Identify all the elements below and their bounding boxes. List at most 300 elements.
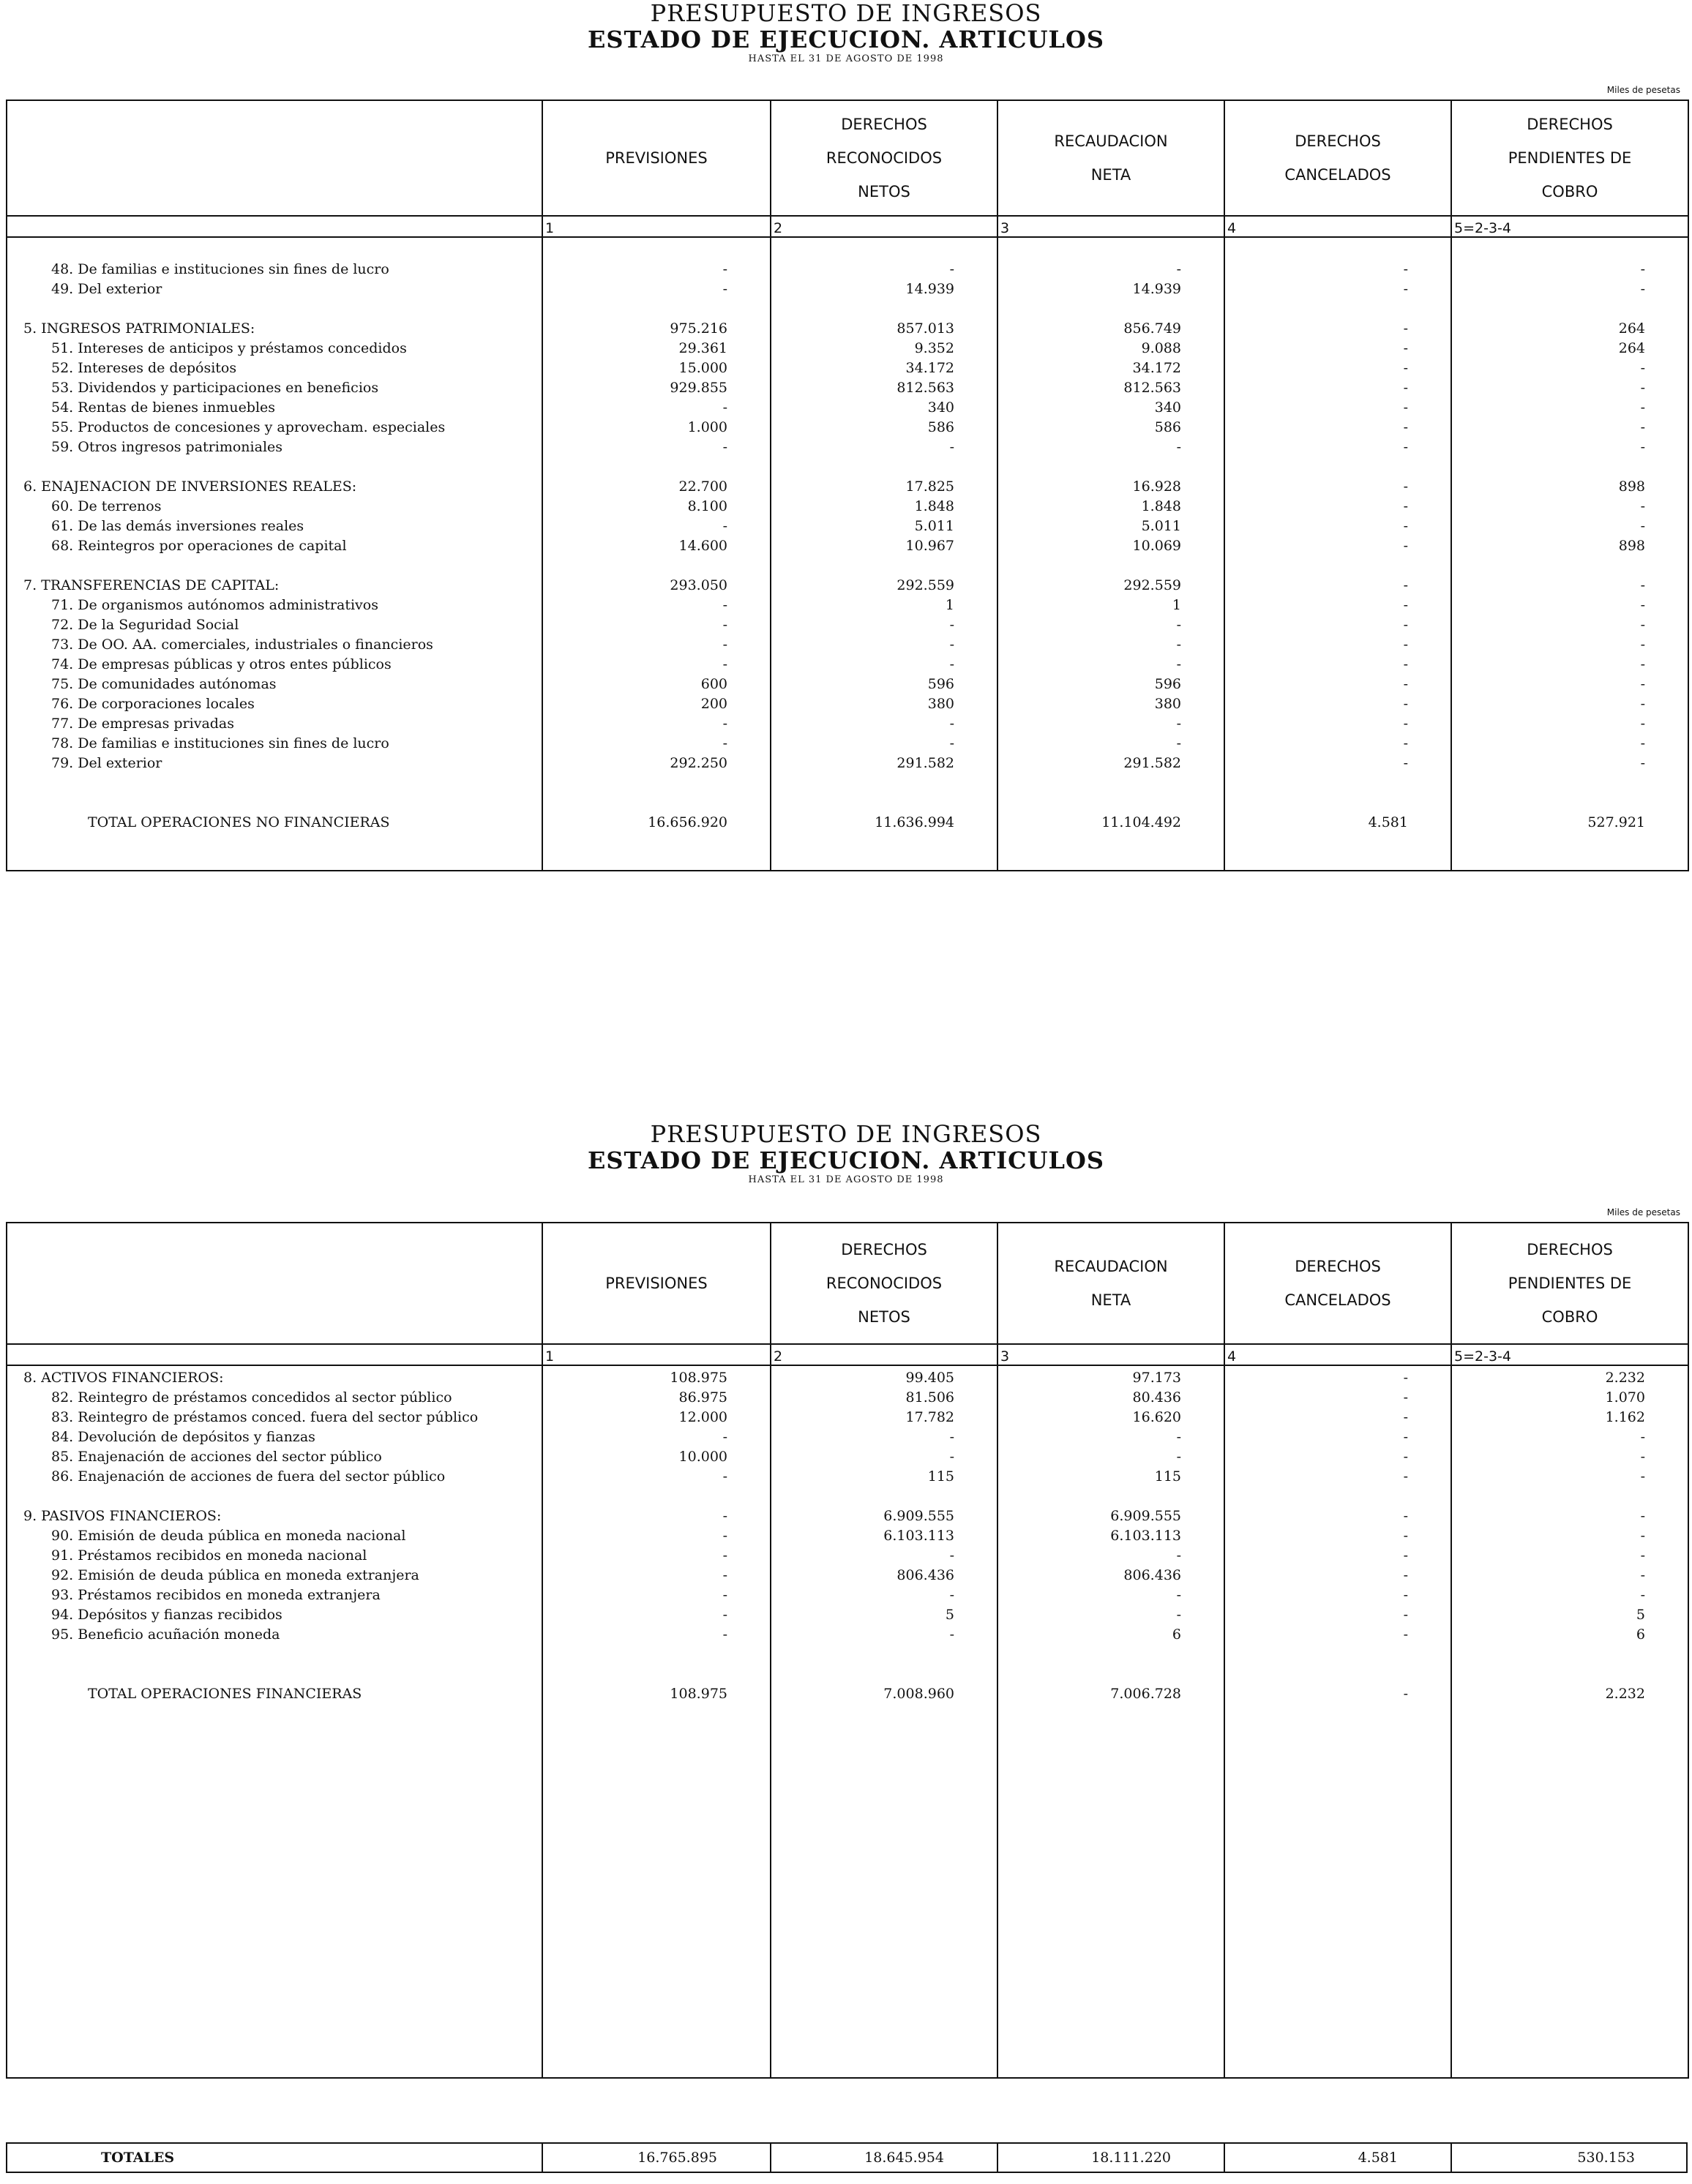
page2-header-concept [7,1223,542,1344]
row-label: 73. De OO. AA. comerciales, industriales o financieros [7,633,542,653]
cell-pend: - [1451,1425,1688,1445]
cell-rec: 5.011 [997,514,1224,534]
spacer-row [7,1761,1688,1781]
cell-prev: 108.975 [542,1682,771,1702]
spacer-row [7,297,1688,317]
row-label: 51. Intereses de anticipos y préstamos concedidos [7,337,542,356]
table-row [7,376,1688,396]
cell-pend: - [1451,258,1688,277]
page2-col-cancelados-label: DERECHOS CANCELADOS [1284,1258,1391,1309]
cell-rec: 1 [997,593,1224,613]
page2-col-derechos-reconocidos-label: DERECHOS RECONOCIDOS NETOS [826,1241,943,1326]
cell-rec: 291.582 [997,751,1224,771]
cell-dr: - [771,653,997,672]
page1-header [0,0,1692,66]
cell-canc: - [1224,376,1451,396]
row-label: 75. De comunidades autónomas [7,672,542,692]
row-label: 82. Reintegro de préstamos concedidos al sector público [7,1386,542,1406]
row-label: 52. Intereses de depósitos [7,356,542,376]
group-row [7,475,1688,495]
cell-canc: - [1224,1603,1451,1623]
spacer-row [7,1880,1688,1899]
spacer-row [7,2057,1688,2078]
spacer-row [7,1820,1688,1840]
total-row [7,1682,1688,1702]
table-row [7,653,1688,672]
page1-col-recaudacion [997,100,1224,216]
cell-canc: - [1224,1583,1451,1603]
row-label: 72. De la Seguridad Social [7,613,542,633]
col-index: 5=2-3-4 [1451,216,1688,237]
page2-col-derechos-reconocidos [771,1223,997,1344]
divider [997,2144,998,2172]
cell-pend: - [1451,633,1688,653]
cell-dr: 5.011 [771,514,997,534]
cell-prev: - [542,258,771,277]
row-label: 60. De terrenos [7,495,542,514]
cell-pend: 898 [1451,534,1688,554]
cell-prev: 10.000 [542,1445,771,1465]
table-row [7,1445,1688,1465]
spacer-row [7,1801,1688,1820]
cell-prev: 16.656.920 [542,811,771,830]
cell-canc: - [1224,534,1451,554]
cell-prev: - [542,1564,771,1583]
table-row [7,396,1688,416]
cell-dr: 9.352 [771,337,997,356]
cell-canc: - [1224,475,1451,495]
row-label: 53. Dividendos y participaciones en beneficios [7,376,542,396]
spacer-row [7,1643,1688,1662]
cell-prev: - [542,514,771,534]
page1-col-derechos-reconocidos [771,100,997,216]
row-label: 7. TRANSFERENCIAS DE CAPITAL: [7,574,542,593]
cell-prev: 929.855 [542,376,771,396]
row-label: 83. Reintegro de préstamos conced. fuera del sector público [7,1406,542,1425]
cell-rec: 97.173 [997,1365,1224,1386]
cell-pend: - [1451,416,1688,435]
page1-col-derechos-reconocidos-label: DERECHOS RECONOCIDOS NETOS [826,116,943,200]
cell-prev: - [542,653,771,672]
spacer-row [7,771,1688,791]
page2-col-pendientes-label: DERECHOS PENDIENTES DE COBRO [1508,1241,1632,1326]
grand-total-label: TOTALES [101,2150,175,2166]
cell-prev: - [542,593,771,613]
table-row [7,337,1688,356]
cell-prev: - [542,1465,771,1485]
cell-pend: - [1451,356,1688,376]
row-label: 91. Préstamos recibidos en moneda nacional [7,1544,542,1564]
group-row [7,574,1688,593]
cell-canc: - [1224,435,1451,455]
cell-pend: - [1451,376,1688,396]
page2-title-line3: HASTA EL 31 DE AGOSTO DE 1998 [748,1174,944,1185]
cell-prev: 22.700 [542,475,771,495]
grand-total-row [6,2142,1688,2173]
cell-pend: - [1451,495,1688,514]
page1-col-pendientes-label: DERECHOS PENDIENTES DE COBRO [1508,116,1632,200]
grand-total-pend: 530.153 [1577,2150,1635,2166]
cell-dr: 6.909.555 [771,1504,997,1524]
cell-pend: - [1451,1564,1688,1583]
cell-prev: 108.975 [542,1365,771,1386]
col-index: 1 [542,216,771,237]
cell-canc: - [1224,653,1451,672]
cell-pend: 1.162 [1451,1406,1688,1425]
spacer-row [7,1485,1688,1504]
cell-canc: - [1224,1682,1451,1702]
cell-pend: 2.232 [1451,1365,1688,1386]
table-row [7,1603,1688,1623]
page1-table [6,100,1689,871]
cell-prev: 29.361 [542,337,771,356]
cell-rec: 340 [997,396,1224,416]
grand-total-canc: 4.581 [1358,2150,1398,2166]
cell-prev: - [542,435,771,455]
col-index: 4 [1224,1344,1451,1365]
divider [1224,2144,1225,2172]
page1-title-line1: PRESUPUESTO DE INGRESOS [650,0,1042,27]
cell-dr: - [771,633,997,653]
total-row [7,811,1688,830]
cell-dr: - [771,732,997,751]
divider [1450,2144,1452,2172]
row-label: 84. Devolución de depósitos y fianzas [7,1425,542,1445]
cell-pend: - [1451,435,1688,455]
cell-dr: - [771,435,997,455]
row-label: 79. Del exterior [7,751,542,771]
cell-dr: - [771,1544,997,1564]
spacer-row [7,850,1688,871]
cell-rec: - [997,712,1224,732]
spacer-row [7,1939,1688,1959]
cell-prev: 14.600 [542,534,771,554]
cell-dr: 34.172 [771,356,997,376]
page1-col-cancelados [1224,100,1451,216]
page2-header [0,1121,1692,1187]
cell-rec: 16.928 [997,475,1224,495]
cell-canc: - [1224,732,1451,751]
table-row [7,495,1688,514]
page1-col-pendientes [1451,100,1688,216]
table-row [7,1465,1688,1485]
cell-prev: - [542,277,771,297]
cell-rec: 596 [997,672,1224,692]
cell-canc: - [1224,1465,1451,1485]
cell-dr: - [771,613,997,633]
cell-prev: 292.250 [542,751,771,771]
cell-canc: 4.581 [1224,811,1451,830]
cell-dr: 17.825 [771,475,997,495]
cell-dr: 7.008.960 [771,1682,997,1702]
spacer-row [7,1860,1688,1880]
table-row [7,633,1688,653]
spacer-row [7,237,1688,258]
cell-pend: - [1451,613,1688,633]
row-label: 93. Préstamos recibidos en moneda extranjera [7,1583,542,1603]
cell-prev: - [542,1623,771,1643]
table-row [7,613,1688,633]
cell-rec: 7.006.728 [997,1682,1224,1702]
cell-dr: 1.848 [771,495,997,514]
table-row [7,1564,1688,1583]
table-row [7,1583,1688,1603]
grand-total-prev: 16.765.895 [637,2150,717,2166]
divider [770,2144,771,2172]
table-row [7,356,1688,376]
page1-col-index-row [7,216,1688,237]
cell-canc: - [1224,593,1451,613]
cell-dr: 812.563 [771,376,997,396]
table-row [7,692,1688,712]
page2-col-index-row [7,1344,1688,1365]
group-row [7,1365,1688,1386]
cell-canc: - [1224,1425,1451,1445]
cell-dr: - [771,1445,997,1465]
table-row [7,732,1688,751]
spacer-row [7,2038,1688,2057]
row-label: 90. Emisión de deuda pública en moneda nacional [7,1524,542,1544]
row-label: 9. PASIVOS FINANCIEROS: [7,1504,542,1524]
row-label: 8. ACTIVOS FINANCIEROS: [7,1365,542,1386]
cell-prev: 975.216 [542,317,771,337]
spacer-row [7,1998,1688,2018]
cell-rec: 10.069 [997,534,1224,554]
row-label: 94. Depósitos y fianzas recibidos [7,1603,542,1623]
cell-rec: 9.088 [997,337,1224,356]
cell-rec: - [997,633,1224,653]
spacer-row [7,1722,1688,1741]
cell-rec: 6 [997,1623,1224,1643]
cell-pend: - [1451,1445,1688,1465]
row-label: 54. Rentas de bienes inmuebles [7,396,542,416]
cell-prev: - [542,1583,771,1603]
row-label: 59. Otros ingresos patrimoniales [7,435,542,455]
table-row [7,534,1688,554]
cell-rec: 856.749 [997,317,1224,337]
row-label: 77. De empresas privadas [7,712,542,732]
table-row [7,1544,1688,1564]
cell-canc: - [1224,1564,1451,1583]
row-label: 68. Reintegros por operaciones de capital [7,534,542,554]
row-label: TOTAL OPERACIONES FINANCIERAS [7,1682,542,1702]
cell-rec: 80.436 [997,1386,1224,1406]
cell-canc: - [1224,416,1451,435]
cell-canc: - [1224,1386,1451,1406]
cell-prev: 12.000 [542,1406,771,1425]
page2-col-cancelados [1224,1223,1451,1344]
page2-table [6,1222,1689,2079]
cell-prev: - [542,613,771,633]
page1-col-cancelados-label: DERECHOS CANCELADOS [1284,132,1391,184]
cell-pend: - [1451,593,1688,613]
cell-prev: - [542,633,771,653]
cell-prev: - [542,712,771,732]
row-label: 71. De organismos autónomos administrativos [7,593,542,613]
cell-rec: - [997,732,1224,751]
cell-dr: - [771,258,997,277]
page2-units: Miles de pesetas [1606,1207,1680,1217]
cell-prev: 8.100 [542,495,771,514]
spacer-row [7,1741,1688,1761]
row-label: 49. Del exterior [7,277,542,297]
cell-rec: - [997,1544,1224,1564]
cell-rec: - [997,1445,1224,1465]
row-label: 76. De corporaciones locales [7,692,542,712]
spacer-row [7,1899,1688,1919]
cell-pend: - [1451,751,1688,771]
page2-title-line1: PRESUPUESTO DE INGRESOS [650,1120,1042,1148]
cell-pend: - [1451,712,1688,732]
table-row [7,751,1688,771]
cell-pend: 5 [1451,1603,1688,1623]
cell-pend: - [1451,574,1688,593]
cell-dr: 806.436 [771,1564,997,1583]
cell-pend: - [1451,1583,1688,1603]
cell-rec: 586 [997,416,1224,435]
cell-canc: - [1224,277,1451,297]
cell-canc: - [1224,1365,1451,1386]
cell-pend: - [1451,1465,1688,1485]
row-label: 74. De empresas públicas y otros entes públicos [7,653,542,672]
cell-pend: - [1451,396,1688,416]
spacer-row [7,1919,1688,1939]
group-row [7,317,1688,337]
page1-col-previsiones: PREVISIONES [542,100,771,216]
page1-header-concept [7,100,542,216]
cell-rec: 6.909.555 [997,1504,1224,1524]
table-row [7,514,1688,534]
table-row [7,712,1688,732]
cell-dr: 14.939 [771,277,997,297]
cell-rec: - [997,258,1224,277]
table-row [7,277,1688,297]
cell-canc: - [1224,1544,1451,1564]
cell-prev: - [542,1504,771,1524]
cell-prev: 1.000 [542,416,771,435]
cell-rec: 16.620 [997,1406,1224,1425]
cell-canc: - [1224,1524,1451,1544]
table-row [7,1386,1688,1406]
cell-dr: 340 [771,396,997,416]
cell-rec: - [997,613,1224,633]
cell-canc: - [1224,514,1451,534]
row-label: 78. De familias e instituciones sin fines de lucro [7,732,542,751]
cell-rec: - [997,435,1224,455]
cell-pend: - [1451,692,1688,712]
cell-rec: - [997,1425,1224,1445]
row-label: 55. Productos de concesiones y aprovecham. especiales [7,416,542,435]
cell-rec: 292.559 [997,574,1224,593]
cell-dr: 586 [771,416,997,435]
cell-canc: - [1224,1623,1451,1643]
cell-canc: - [1224,396,1451,416]
cell-rec: 14.939 [997,277,1224,297]
cell-canc: - [1224,1445,1451,1465]
col-index: 4 [1224,216,1451,237]
spacer-row [7,791,1688,811]
cell-rec: 380 [997,692,1224,712]
col-index: 5=2-3-4 [1451,1344,1688,1365]
row-label: 6. ENAJENACION DE INVERSIONES REALES: [7,475,542,495]
cell-canc: - [1224,692,1451,712]
table-row [7,1623,1688,1643]
cell-prev: - [542,1603,771,1623]
cell-pend: - [1451,1504,1688,1524]
cell-prev: 86.975 [542,1386,771,1406]
page1-col-recaudacion-label: RECAUDACION NETA [1054,132,1168,184]
cell-dr: 81.506 [771,1386,997,1406]
cell-dr: 380 [771,692,997,712]
table-row [7,1425,1688,1445]
row-label: 5. INGRESOS PATRIMONIALES: [7,317,542,337]
table-row [7,1524,1688,1544]
spacer-row [7,830,1688,850]
group-row [7,1504,1688,1524]
cell-rec: - [997,1603,1224,1623]
cell-rec: 34.172 [997,356,1224,376]
cell-canc: - [1224,258,1451,277]
page1-title-line2: ESTADO DE EJECUCION. ARTICULOS [587,26,1105,53]
cell-pend: 2.232 [1451,1682,1688,1702]
cell-canc: - [1224,633,1451,653]
spacer-row [7,1662,1688,1682]
cell-pend: 6 [1451,1623,1688,1643]
cell-rec: 6.103.113 [997,1524,1224,1544]
cell-dr: 11.636.994 [771,811,997,830]
col-index: 2 [771,1344,997,1365]
cell-canc: - [1224,751,1451,771]
spacer-row [7,554,1688,574]
cell-dr: 857.013 [771,317,997,337]
cell-canc: - [1224,672,1451,692]
row-label: 95. Beneficio acuñación moneda [7,1623,542,1643]
cell-rec: 115 [997,1465,1224,1485]
cell-rec: 1.848 [997,495,1224,514]
cell-dr: 596 [771,672,997,692]
cell-pend: 527.921 [1451,811,1688,830]
spacer-row [7,1702,1688,1722]
cell-dr: 17.782 [771,1406,997,1425]
page1-title-line3: HASTA EL 31 DE AGOSTO DE 1998 [748,53,944,64]
cell-canc: - [1224,574,1451,593]
table-row [7,1406,1688,1425]
page2-col-pendientes [1451,1223,1688,1344]
cell-prev: - [542,1425,771,1445]
cell-rec: 11.104.492 [997,811,1224,830]
cell-canc: - [1224,712,1451,732]
page1-units: Miles de pesetas [1606,85,1680,95]
cell-dr: - [771,1583,997,1603]
page2-title-line2: ESTADO DE EJECUCION. ARTICULOS [587,1147,1105,1174]
row-label: 92. Emisión de deuda pública en moneda extranjera [7,1564,542,1583]
table-row [7,435,1688,455]
page2-col-recaudacion [997,1223,1224,1344]
col-index: 2 [771,216,997,237]
cell-pend: - [1451,653,1688,672]
cell-pend: - [1451,514,1688,534]
cell-prev: 15.000 [542,356,771,376]
cell-dr: 10.967 [771,534,997,554]
row-label: TOTAL OPERACIONES NO FINANCIERAS [7,811,542,830]
cell-pend: 264 [1451,337,1688,356]
table-row [7,416,1688,435]
cell-pend: 264 [1451,317,1688,337]
cell-prev: - [542,732,771,751]
cell-dr: 291.582 [771,751,997,771]
spacer-row [7,1959,1688,1978]
cell-dr: 5 [771,1603,997,1623]
